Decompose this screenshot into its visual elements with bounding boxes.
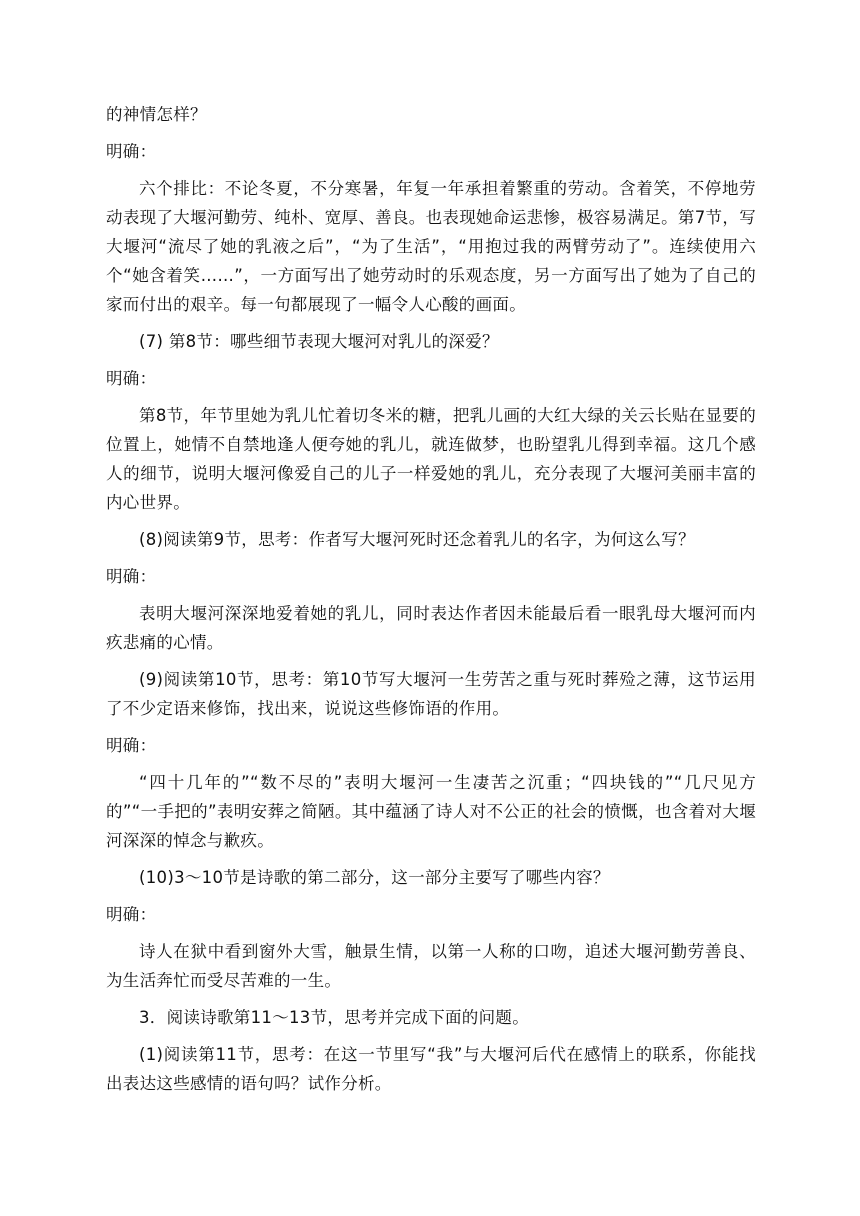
answer-paragraph: 表明大堰河深深地爱着她的乳儿，同时表达作者因未能最后看一眼乳母大堰河而内疚悲痛的心情。 — [106, 604, 756, 652]
answer-label: 明确： — [106, 905, 157, 924]
question-paragraph: (9)阅读第10节，思考：第10节写大堰河一生劳苦之重与死时葬殓之薄，这节运用了不少定语来修饰，找出来，说说这些修饰语的作用。 — [106, 670, 756, 718]
answer-label: 明确： — [106, 567, 157, 586]
section-heading: 3．阅读诗歌第11～13节，思考并完成下面的问题。 — [139, 1008, 529, 1027]
question-paragraph: (10)3～10节是诗歌的第二部分，这一部分主要写了哪些内容？ — [139, 868, 610, 887]
paragraph-question-continuation: 的神情怎样？ — [106, 105, 207, 124]
document-body — [106, 100, 756, 1106]
answer-paragraph: “四十几年的”“数不尽的”表明大堰河一生凄苦之沉重；“四块钱的”“几尺见方的”“一手把的”表明安葬之简陋。其中蕴涵了诗人对不公正的社会的愤慨，也含着对大堰河深深的悼念与歉疚。 — [106, 773, 756, 850]
answer-paragraph: 六个排比：不论冬夏，不分寒暑，年复一年承担着繁重的劳动。含着笑，不停地劳动表现了大堰河勤劳、纯朴、宽厚、善良。也表现她命运悲惨，极容易满足。第7节，写大堰河“流尽了她的乳液之后”，“为了生活”，“用抱过我的两臂劳动了”。连续使用六个“她含着笑……”，一方面写出了她劳动时的乐观态度，另一方面写出了她为了自己的家而付出的艰辛。每一句都展现了一幅令人心酸的画面。 — [106, 179, 756, 314]
question-paragraph: (1)阅读第11节，思考：在这一节里写“我”与大堰河后代在感情上的联系，你能找出表达这些感情的语句吗？试作分析。 — [106, 1045, 756, 1093]
question-paragraph: (8)阅读第9节，思考：作者写大堰河死时还念着乳儿的名字，为何这么写？ — [139, 530, 695, 549]
answer-paragraph: 第8节，年节里她为乳儿忙着切冬米的糖，把乳儿画的大红大绿的关云长贴在显要的位置上，她情不自禁地逢人便夸她的乳儿，就连做梦，也盼望乳儿得到幸福。这几个感人的细节，说明大堰河像爱自己的儿子一样爱她的乳儿，充分表现了大堰河美丽丰富的内心世界。 — [106, 406, 756, 512]
question-paragraph: (7) 第8节：哪些细节表现大堰河对乳儿的深爱？ — [139, 332, 499, 351]
answer-label: 明确： — [106, 142, 157, 161]
answer-label: 明确： — [106, 736, 157, 755]
answer-paragraph: 诗人在狱中看到窗外大雪，触景生情，以第一人称的口吻，追述大堰河勤劳善良、为生活奔忙而受尽苦难的一生。 — [106, 942, 756, 990]
answer-label: 明确： — [106, 369, 157, 388]
